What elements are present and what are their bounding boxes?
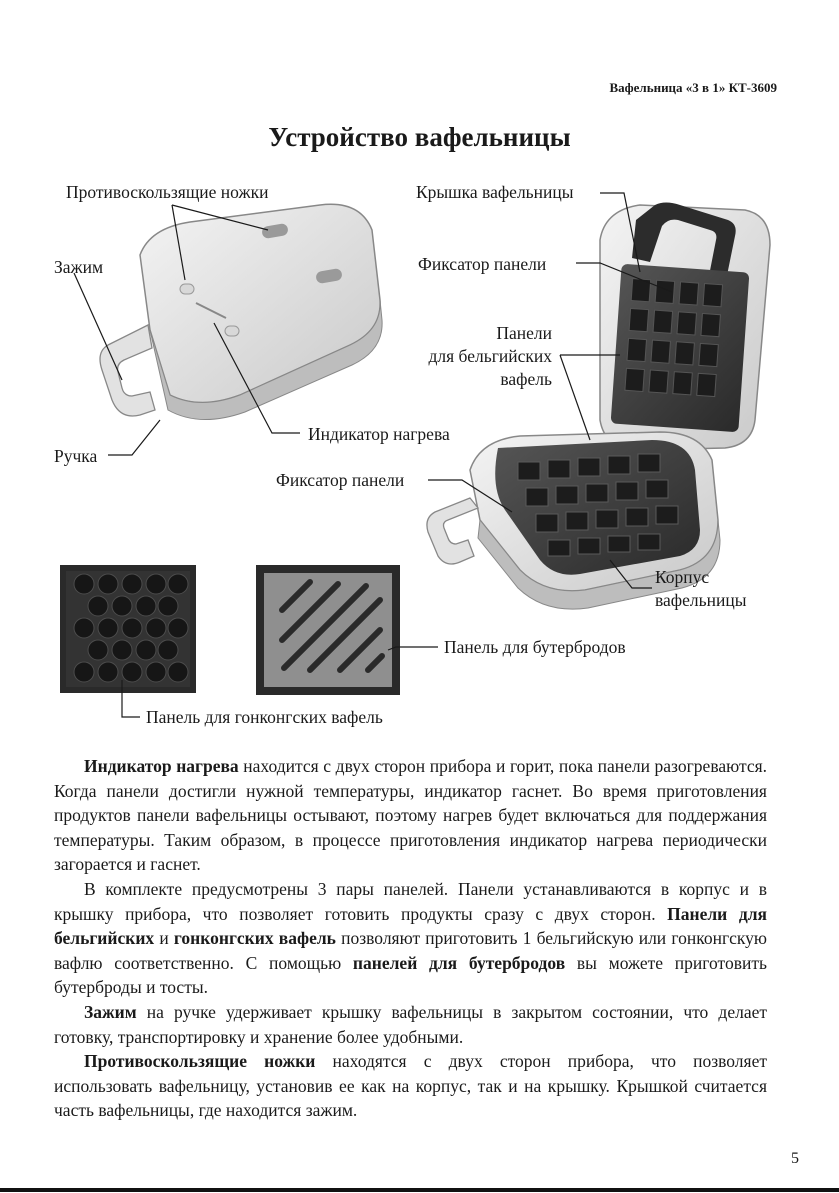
label-body-line2: вафельницы bbox=[655, 590, 747, 610]
description-text bbox=[54, 754, 767, 1123]
term-sandwich-panels: панелей для бутербродов bbox=[352, 952, 566, 973]
paragraph-text: находится с двух сторон прибора и горит, пока панели разогреваются. Когда панели достигли нужной температуры, индикатор гаснет. Во время приготовления продуктов панели вафельницы остывают, поэтому нагрев будет включаться для поддержания температуры. Таким образом, в процессе приготовления индикатор нагрева периодически загорается и гаснет. bbox=[54, 756, 768, 875]
hong-kong-waffle-panel bbox=[60, 565, 196, 693]
paragraph-text: В комплекте предусмотрены 3 пары панелей. Панели устанавливаются в корпус и в крышку прибора, что позволяет готовить продукты сразу с двух сторон. bbox=[54, 878, 767, 924]
label-belgian-line1: Панели bbox=[496, 323, 552, 343]
label-clamp: Зажим bbox=[54, 257, 104, 277]
term-belgian-panels: Панели для бельгийских bbox=[54, 903, 767, 949]
sandwich-panel bbox=[256, 565, 400, 695]
label-hong-kong-panel: Панель для гонконгских вафель bbox=[146, 707, 383, 727]
paragraph-feet bbox=[54, 1049, 767, 1123]
label-belgian-line2: для бельгийских bbox=[428, 346, 552, 366]
label-antislip-feet: Противоскользящие ножки bbox=[66, 182, 269, 202]
label-heating-indicator: Индикатор нагрева bbox=[308, 424, 450, 444]
paragraph-indicator bbox=[54, 754, 767, 877]
term-heating-indicator: Индикатор нагрева bbox=[84, 756, 239, 776]
paragraph-panels bbox=[54, 877, 767, 1000]
document-header: Вафельница «3 в 1» КТ-3609 bbox=[609, 80, 777, 95]
label-belgian-line3: вафель bbox=[500, 369, 552, 389]
paragraph-text: позволяют приготовить 1 бельгийскую или гонконгскую вафлю соответственно. С помощью bbox=[54, 928, 767, 973]
paragraph-text: находятся с двух сторон прибора, что позволяет использовать вафельницу, установив ее как на корпус, так и на крышку. Крышкой считается часть вафельницы, где находится зажим. bbox=[54, 1051, 767, 1121]
paragraph-text: на ручке удерживает крышку вафельницы в закрытом состоянии, что делает готовку, транспортировку и хранение более удобными. bbox=[54, 1001, 767, 1047]
label-panel-lock-bottom: Фиксатор панели bbox=[276, 470, 405, 490]
bottom-rule bbox=[0, 1188, 839, 1192]
term-antislip-feet: Противоскользящие ножки bbox=[84, 1051, 316, 1072]
paragraph-text: и bbox=[154, 928, 174, 949]
term-clamp: Зажим bbox=[84, 1001, 137, 1022]
label-body-line1: Корпус bbox=[655, 567, 710, 587]
label-belgian-panels bbox=[390, 322, 552, 391]
page-number: 5 bbox=[791, 1150, 799, 1167]
term-hong-kong-waffles: гонконгских вафель bbox=[173, 928, 336, 949]
paragraph-text: вы можете приготовить бутерброды и тосты. bbox=[54, 952, 767, 998]
label-body bbox=[655, 566, 746, 612]
page-title: Устройство вафельницы bbox=[268, 122, 571, 152]
label-handle: Ручка bbox=[54, 446, 98, 466]
paragraph-clamp bbox=[54, 1000, 767, 1049]
closed-waffle-maker bbox=[100, 204, 382, 419]
label-panel-lock-top: Фиксатор панели bbox=[418, 254, 547, 274]
label-sandwich-panel: Панель для бутербродов bbox=[444, 637, 626, 657]
label-lid: Крышка вафельницы bbox=[416, 182, 574, 202]
